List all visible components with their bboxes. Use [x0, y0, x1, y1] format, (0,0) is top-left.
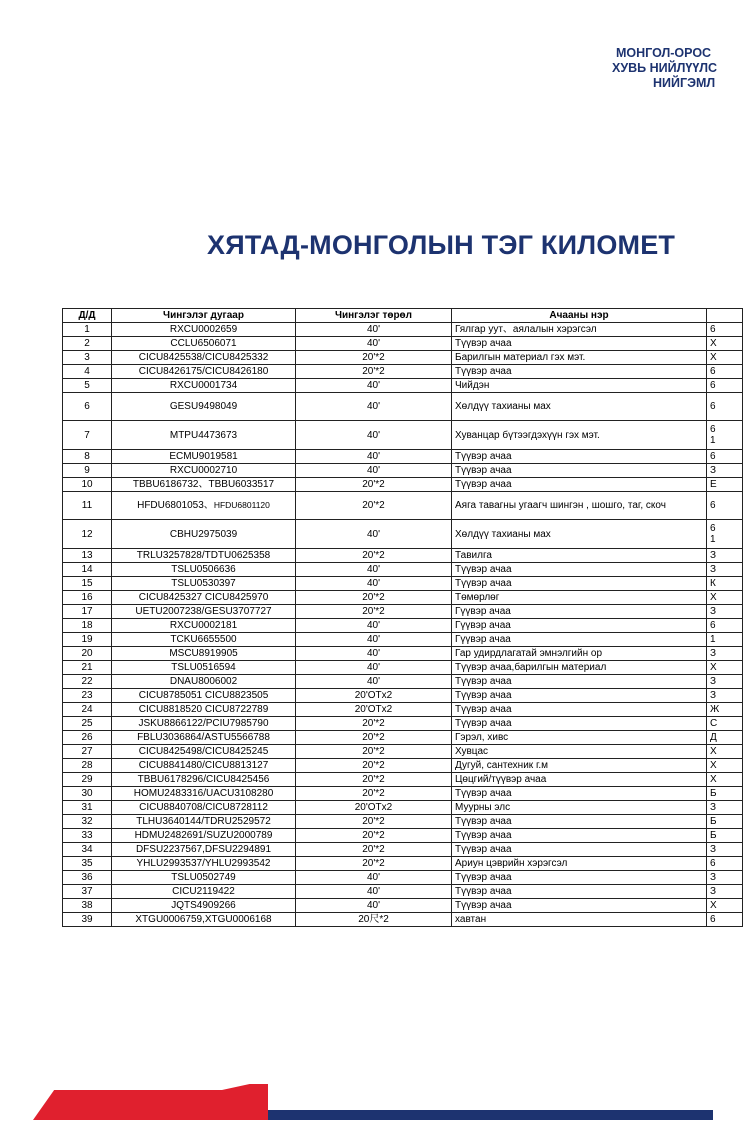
table-row — [63, 337, 743, 351]
row-number: 5 — [63, 379, 112, 393]
row-cargo-name: Гэрэл, хивс — [452, 731, 707, 745]
row-number: 7 — [63, 421, 112, 450]
row-extra: 6 — [707, 323, 743, 337]
row-cargo-name: Түүвэр ачаа — [452, 885, 707, 899]
footer-blue-stripe — [268, 1110, 713, 1120]
row-cargo-name: Түүвэр ачаа — [452, 703, 707, 717]
row-cargo-name: Түүвэр ачаа — [452, 365, 707, 379]
row-cargo-name: Түүвэр ачаа — [452, 787, 707, 801]
row-container-no: TSLU0506636 — [112, 563, 296, 577]
row-cargo-name: Муурны элс — [452, 801, 707, 815]
row-container-no: TLHU3640144/TDRU2529572 — [112, 815, 296, 829]
table-row — [63, 365, 743, 379]
row-extra: 6 — [707, 450, 743, 464]
row-container-no: CICU2119422 — [112, 885, 296, 899]
row-container-type: 20'*2 — [296, 815, 452, 829]
row-extra: Б — [707, 829, 743, 843]
row-extra: З — [707, 605, 743, 619]
row-cargo-name: Түүвэр ачаа — [452, 843, 707, 857]
row-container-type: 20'*2 — [296, 478, 452, 492]
table-row — [63, 899, 743, 913]
container-no-primary: HFDU6801053、 — [137, 500, 214, 511]
row-container-no: YHLU2993537/YHLU2993542 — [112, 857, 296, 871]
row-container-no: MTPU4473673 — [112, 421, 296, 450]
row-number: 15 — [63, 577, 112, 591]
company-line-2: ХУВЬ НИЙЛҮҮЛС — [612, 61, 718, 75]
row-container-no: TCKU6655500 — [112, 633, 296, 647]
row-container-type: 40' — [296, 323, 452, 337]
row-container-no: TSLU0502749 — [112, 871, 296, 885]
row-extra: Д — [707, 731, 743, 745]
row-extra: 6 — [707, 913, 743, 927]
row-container-no: CICU8425498/CICU8425245 — [112, 745, 296, 759]
row-container-no: HOMU2483316/UACU3108280 — [112, 787, 296, 801]
row-cargo-name: Түүвэр ачаа — [452, 450, 707, 464]
row-cargo-name: Гүүвэр ачаа — [452, 619, 707, 633]
row-cargo-name: Дугуй, сантехник г.м — [452, 759, 707, 773]
row-container-type: 40' — [296, 337, 452, 351]
row-extra: З — [707, 464, 743, 478]
table-row — [63, 605, 743, 619]
table-row — [63, 351, 743, 365]
row-container-type: 40' — [296, 871, 452, 885]
table-row — [63, 379, 743, 393]
table-row — [63, 787, 743, 801]
row-number: 6 — [63, 393, 112, 421]
row-container-no: JQTS4909266 — [112, 899, 296, 913]
row-container-type: 40' — [296, 899, 452, 913]
row-container-no: CICU8841480/CICU8813127 — [112, 759, 296, 773]
header-container-no: Чингэлэг дугаар — [112, 309, 296, 323]
table-row — [63, 885, 743, 899]
row-cargo-name: Цөцгий/түүвэр ачаа — [452, 773, 707, 787]
row-container-type: 40' — [296, 379, 452, 393]
table-row — [63, 661, 743, 675]
row-container-type: 40' — [296, 450, 452, 464]
row-cargo-name: Хөлдүү тахианы мах — [452, 393, 707, 421]
row-number: 39 — [63, 913, 112, 927]
table-row — [63, 731, 743, 745]
table-row — [63, 549, 743, 563]
row-container-type: 20'*2 — [296, 843, 452, 857]
table-row — [63, 857, 743, 871]
row-number: 28 — [63, 759, 112, 773]
table-row — [63, 801, 743, 815]
row-extra: З — [707, 871, 743, 885]
row-extra: Б — [707, 815, 743, 829]
row-cargo-name: Түүвэр ачаа,барилгын материал — [452, 661, 707, 675]
container-no-secondary: HFDU6801120 — [213, 500, 270, 510]
row-container-type: 40' — [296, 885, 452, 899]
row-number: 8 — [63, 450, 112, 464]
row-extra: Х — [707, 773, 743, 787]
row-extra: Х — [707, 337, 743, 351]
row-container-no: RXCU0002181 — [112, 619, 296, 633]
row-number: 30 — [63, 787, 112, 801]
row-container-no: TSLU0516594 — [112, 661, 296, 675]
row-container-type: 40' — [296, 633, 452, 647]
row-cargo-name: Хувцас — [452, 745, 707, 759]
row-extra: 6 — [707, 492, 743, 520]
table-row — [63, 520, 743, 549]
row-number: 24 — [63, 703, 112, 717]
row-container-type: 20'*2 — [296, 787, 452, 801]
table-row — [63, 421, 743, 450]
row-cargo-name: Аяга тавагны угаагч шингэн , шошго, таг, скоч — [452, 492, 707, 520]
row-number: 34 — [63, 843, 112, 857]
table-row — [63, 450, 743, 464]
row-container-type: 20'*2 — [296, 773, 452, 787]
row-cargo-name: Хөлдүү тахианы мах — [452, 520, 707, 549]
row-extra: Х — [707, 591, 743, 605]
row-extra: С — [707, 717, 743, 731]
table-row — [63, 577, 743, 591]
row-container-no: MSCU8919905 — [112, 647, 296, 661]
table-row — [63, 647, 743, 661]
row-extra: З — [707, 843, 743, 857]
row-container-no: CCLU6506071 — [112, 337, 296, 351]
row-container-type: 20'*2 — [296, 365, 452, 379]
row-container-no: CICU8426175/CICU8426180 — [112, 365, 296, 379]
row-number: 12 — [63, 520, 112, 549]
row-container-no: JSKU8866122/PCIU7985790 — [112, 717, 296, 731]
row-cargo-name: Ариун цэврийн хэрэгсэл — [452, 857, 707, 871]
row-cargo-name: Төмөрлөг — [452, 591, 707, 605]
row-number: 27 — [63, 745, 112, 759]
row-container-type: 40' — [296, 661, 452, 675]
row-extra: 6 — [707, 365, 743, 379]
row-extra: 1 — [707, 633, 743, 647]
row-cargo-name: Түүвэр ачаа — [452, 717, 707, 731]
table-row — [63, 717, 743, 731]
table-row — [63, 871, 743, 885]
row-extra: 6 — [707, 619, 743, 633]
row-extra: Е — [707, 478, 743, 492]
row-cargo-name: Түүвэр ачаа — [452, 464, 707, 478]
row-container-type: 20'*2 — [296, 731, 452, 745]
table-row — [63, 773, 743, 787]
row-container-no: TBBU6186732、TBBU6033517 — [112, 478, 296, 492]
row-cargo-name: Түүвэр ачаа — [452, 899, 707, 913]
row-container-no: CICU8818520 CICU8722789 — [112, 703, 296, 717]
row-container-no: DFSU2237567,DFSU2294891 — [112, 843, 296, 857]
row-number: 35 — [63, 857, 112, 871]
row-number: 10 — [63, 478, 112, 492]
row-number: 21 — [63, 661, 112, 675]
row-number: 25 — [63, 717, 112, 731]
row-cargo-name: Түүвэр ачаа — [452, 829, 707, 843]
row-number: 14 — [63, 563, 112, 577]
container-table-wrapper — [62, 308, 720, 927]
row-number: 18 — [63, 619, 112, 633]
row-number: 38 — [63, 899, 112, 913]
row-cargo-name: Чийдэн — [452, 379, 707, 393]
row-number: 2 — [63, 337, 112, 351]
row-number: 13 — [63, 549, 112, 563]
row-extra: 6 1 — [707, 421, 743, 450]
table-row — [63, 689, 743, 703]
header-container-type: Чингэлэг төрөл — [296, 309, 452, 323]
row-container-type: 40' — [296, 675, 452, 689]
row-container-type: 20'*2 — [296, 829, 452, 843]
row-container-no: CICU8425538/CICU8425332 — [112, 351, 296, 365]
row-container-no: CICU8785051 CICU8823505 — [112, 689, 296, 703]
row-extra: 6 1 — [707, 520, 743, 549]
row-container-type: 20'*2 — [296, 745, 452, 759]
row-container-no: ECMU9019581 — [112, 450, 296, 464]
row-number: 36 — [63, 871, 112, 885]
row-extra: З — [707, 801, 743, 815]
row-extra: З — [707, 563, 743, 577]
row-container-type: 20尺*2 — [296, 913, 452, 927]
footer-red-stripe — [33, 1090, 268, 1120]
row-extra: Ж — [707, 703, 743, 717]
row-extra: З — [707, 885, 743, 899]
row-cargo-name: Гүүвэр ачаа — [452, 605, 707, 619]
row-container-no: CICU8425327 CICU8425970 — [112, 591, 296, 605]
company-line-1: МОНГОЛ-ОРОС — [616, 46, 712, 60]
table-row — [63, 815, 743, 829]
row-number: 22 — [63, 675, 112, 689]
header-extra — [707, 309, 743, 323]
row-cargo-name: Түүвэр ачаа — [452, 871, 707, 885]
row-extra: 6 — [707, 393, 743, 421]
row-container-type: 40' — [296, 520, 452, 549]
company-name — [520, 46, 718, 91]
table-row — [63, 843, 743, 857]
table-row — [63, 745, 743, 759]
table-row — [63, 478, 743, 492]
table-row — [63, 464, 743, 478]
header-cargo-name: Ачааны нэр — [452, 309, 707, 323]
row-container-no: TRLU3257828/TDTU0625358 — [112, 549, 296, 563]
footer-red-accent — [222, 1084, 268, 1090]
row-cargo-name: Түүвэр ачаа — [452, 478, 707, 492]
row-extra: Х — [707, 351, 743, 365]
row-container-no: RXCU0001734 — [112, 379, 296, 393]
row-container-no: CBHU2975039 — [112, 520, 296, 549]
row-cargo-name: хавтан — [452, 913, 707, 927]
row-cargo-name: Гар удирдлагатай эмнэлгийн ор — [452, 647, 707, 661]
row-extra: З — [707, 647, 743, 661]
row-container-type: 40' — [296, 464, 452, 478]
row-number: 9 — [63, 464, 112, 478]
row-container-no: FBLU3036864/ASTU5566788 — [112, 731, 296, 745]
row-container-type: 40' — [296, 647, 452, 661]
row-container-type: 40' — [296, 421, 452, 450]
row-number: 23 — [63, 689, 112, 703]
header-no: Д/Д — [63, 309, 112, 323]
row-container-type: 20'*2 — [296, 591, 452, 605]
row-number: 17 — [63, 605, 112, 619]
row-extra: З — [707, 549, 743, 563]
row-extra: Х — [707, 745, 743, 759]
table-row — [63, 563, 743, 577]
row-container-type: 20'OTx2 — [296, 703, 452, 717]
row-number: 1 — [63, 323, 112, 337]
row-extra: 6 — [707, 857, 743, 871]
row-cargo-name: Түүвэр ачаа — [452, 689, 707, 703]
row-container-type: 20'*2 — [296, 492, 452, 520]
table-row — [63, 393, 743, 421]
row-container-no: HDMU2482691/SUZU2000789 — [112, 829, 296, 843]
row-container-no: UETU2007238/GESU3707727 — [112, 605, 296, 619]
row-number: 11 — [63, 492, 112, 520]
row-container-no: XTGU0006759,XTGU0006168 — [112, 913, 296, 927]
row-container-type: 40' — [296, 577, 452, 591]
row-cargo-name: Түүвэр ачаа — [452, 815, 707, 829]
row-extra: Х — [707, 661, 743, 675]
company-line-3: НИЙГЭМЛ — [653, 76, 716, 90]
row-cargo-name: Гялгар уут、аялалын хэрэгсэл — [452, 323, 707, 337]
table-row — [63, 703, 743, 717]
row-number: 32 — [63, 815, 112, 829]
row-number: 20 — [63, 647, 112, 661]
row-container-no: DNAU8006002 — [112, 675, 296, 689]
row-container-type: 20'*2 — [296, 549, 452, 563]
table-row — [63, 913, 743, 927]
table-row — [63, 323, 743, 337]
row-container-type: 20'OTx2 — [296, 801, 452, 815]
row-container-no: CICU8840708/CICU8728112 — [112, 801, 296, 815]
table-row — [63, 759, 743, 773]
row-extra: 6 — [707, 379, 743, 393]
table-row — [63, 675, 743, 689]
page-title: ХЯТАД-МОНГОЛЫН ТЭГ КИЛОМЕТ — [207, 230, 676, 260]
row-container-no: TSLU0530397 — [112, 577, 296, 591]
row-number: 31 — [63, 801, 112, 815]
row-number: 16 — [63, 591, 112, 605]
row-extra: Х — [707, 899, 743, 913]
row-number: 4 — [63, 365, 112, 379]
table-body — [63, 323, 743, 927]
row-cargo-name: Тавилга — [452, 549, 707, 563]
row-cargo-name: Гүүвэр ачаа — [452, 633, 707, 647]
table-row — [63, 619, 743, 633]
row-number: 33 — [63, 829, 112, 843]
row-container-type: 40' — [296, 393, 452, 421]
row-cargo-name: Хуванцар бүтээгдэхүүн гэх мэт. — [452, 421, 707, 450]
row-extra: З — [707, 689, 743, 703]
row-container-type: 20'*2 — [296, 857, 452, 871]
row-number: 29 — [63, 773, 112, 787]
row-cargo-name: Түүвэр ачаа — [452, 675, 707, 689]
row-container-type: 20'*2 — [296, 605, 452, 619]
row-container-no: TBBU6178296/CICU8425456 — [112, 773, 296, 787]
row-container-no: RXCU0002710 — [112, 464, 296, 478]
row-container-type: 40' — [296, 563, 452, 577]
row-extra: Б — [707, 787, 743, 801]
row-number: 26 — [63, 731, 112, 745]
row-cargo-name: Түүвэр ачаа — [452, 337, 707, 351]
container-table — [62, 308, 743, 927]
row-cargo-name: Барилгын материал гэх мэт. — [452, 351, 707, 365]
row-container-type: 20'*2 — [296, 717, 452, 731]
row-extra: К — [707, 577, 743, 591]
row-extra: Х — [707, 759, 743, 773]
row-number: 37 — [63, 885, 112, 899]
table-row — [63, 829, 743, 843]
row-number: 3 — [63, 351, 112, 365]
row-container-no — [112, 492, 296, 520]
row-cargo-name: Түүвэр ачаа — [452, 563, 707, 577]
row-container-no: GESU9498049 — [112, 393, 296, 421]
row-number: 19 — [63, 633, 112, 647]
row-container-type: 20'*2 — [296, 759, 452, 773]
row-container-type: 20'*2 — [296, 351, 452, 365]
table-header-row — [63, 309, 743, 323]
table-row — [63, 591, 743, 605]
row-cargo-name: Түүвэр ачаа — [452, 577, 707, 591]
row-container-no: RXCU0002659 — [112, 323, 296, 337]
row-container-type: 40' — [296, 619, 452, 633]
table-row — [63, 492, 743, 520]
row-container-type: 20'OTx2 — [296, 689, 452, 703]
table-row — [63, 633, 743, 647]
row-extra: З — [707, 675, 743, 689]
